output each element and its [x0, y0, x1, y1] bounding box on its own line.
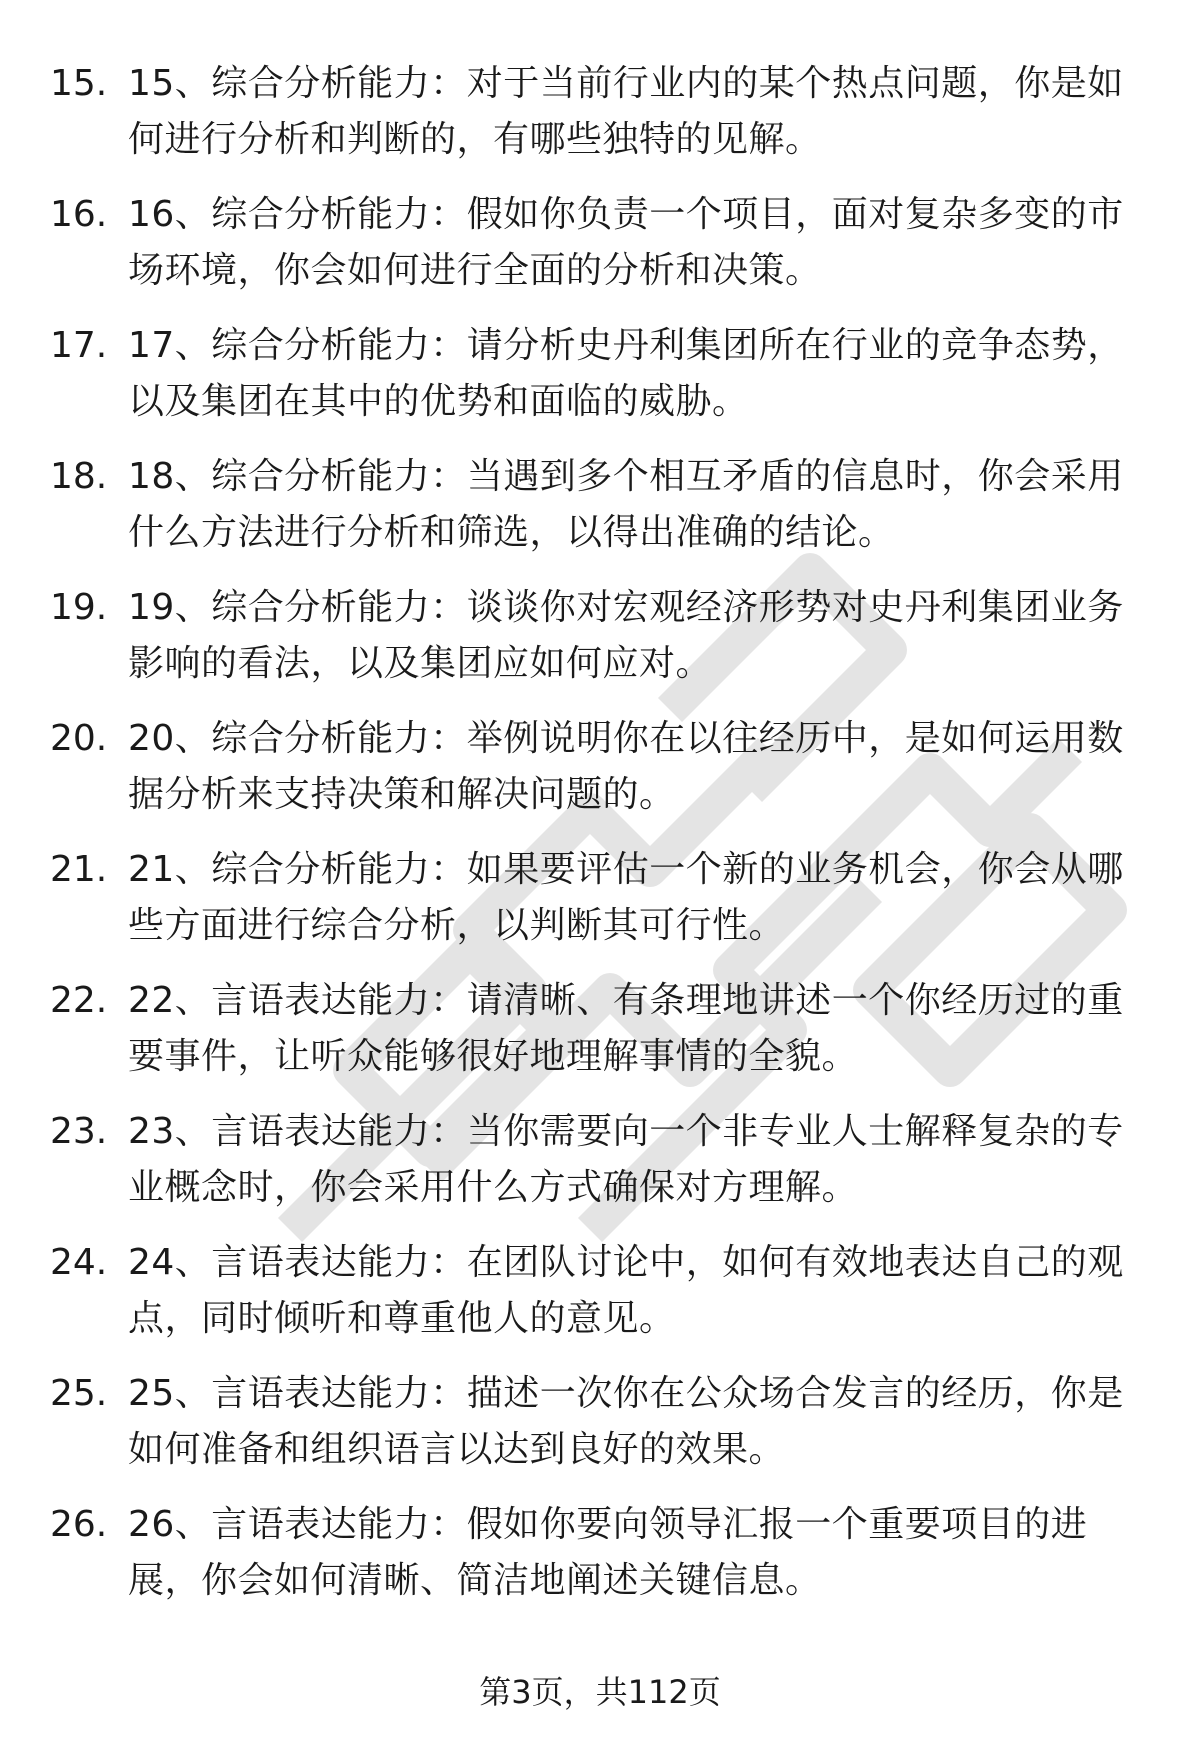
list-item [50, 187, 1160, 318]
list-item-number: 16. [50, 194, 108, 235]
list-item [50, 1104, 1160, 1235]
list-item-text: 21、综合分析能力：如果要评估一个新的业务机会，你会从哪些方面进行综合分析，以判断其可行性。 [128, 849, 1124, 946]
list-item [50, 1497, 1160, 1628]
list-item-text: 17、综合分析能力：请分析史丹利集团所在行业的竞争态势，以及集团在其中的优势和面临的威胁。 [128, 325, 1124, 422]
list-item-text: 19、综合分析能力：谈谈你对宏观经济形势对史丹利集团业务影响的看法，以及集团应如何应对。 [128, 587, 1124, 684]
list-item-text: 20、综合分析能力：举例说明你在以往经历中，是如何运用数据分析来支持决策和解决问题的。 [128, 718, 1124, 815]
list-item-text: 15、综合分析能力：对于当前行业内的某个热点问题，你是如何进行分析和判断的，有哪些独特的见解。 [128, 63, 1124, 160]
list-item-number: 24. [50, 1242, 108, 1283]
list-item-text: 26、言语表达能力：假如你要向领导汇报一个重要项目的进展，你会如何清晰、简洁地阐述关键信息。 [128, 1504, 1088, 1601]
list-item [50, 56, 1160, 187]
page-footer: 第3页，共112页 [479, 1673, 721, 1711]
list-item-number: 20. [50, 718, 108, 759]
list-item-text: 23、言语表达能力：当你需要向一个非专业人士解释复杂的专业概念时，你会采用什么方式确保对方理解。 [128, 1111, 1124, 1208]
list-item [50, 318, 1160, 449]
list-item-number: 26. [50, 1504, 108, 1545]
list-item [50, 711, 1160, 842]
list-item-number: 22. [50, 980, 108, 1021]
list-item-number: 15. [50, 63, 108, 104]
list-item-number: 23. [50, 1111, 108, 1152]
list-item-text: 25、言语表达能力：描述一次你在公众场合发言的经历，你是如何准备和组织语言以达到良好的效果。 [128, 1373, 1124, 1470]
list-item-number: 21. [50, 849, 108, 890]
list-item [50, 580, 1160, 711]
question-list [50, 56, 1160, 1628]
list-item-text: 18、综合分析能力：当遇到多个相互矛盾的信息时，你会采用什么方法进行分析和筛选，以得出准确的结论。 [128, 456, 1124, 553]
list-item-number: 17. [50, 325, 108, 366]
list-item-text: 16、综合分析能力：假如你负责一个项目，面对复杂多变的市场环境，你会如何进行全面的分析和决策。 [128, 194, 1124, 291]
list-item-number: 18. [50, 456, 108, 497]
list-item [50, 973, 1160, 1104]
list-item [50, 1235, 1160, 1366]
list-item [50, 842, 1160, 973]
list-item [50, 1366, 1160, 1497]
list-item-text: 22、言语表达能力：请清晰、有条理地讲述一个你经历过的重要事件，让听众能够很好地理解事情的全貌。 [128, 980, 1124, 1077]
list-item [50, 449, 1160, 580]
list-item-number: 25. [50, 1373, 108, 1414]
list-item-text: 24、言语表达能力：在团队讨论中，如何有效地表达自己的观点，同时倾听和尊重他人的意见。 [128, 1242, 1124, 1339]
list-item-number: 19. [50, 587, 108, 628]
